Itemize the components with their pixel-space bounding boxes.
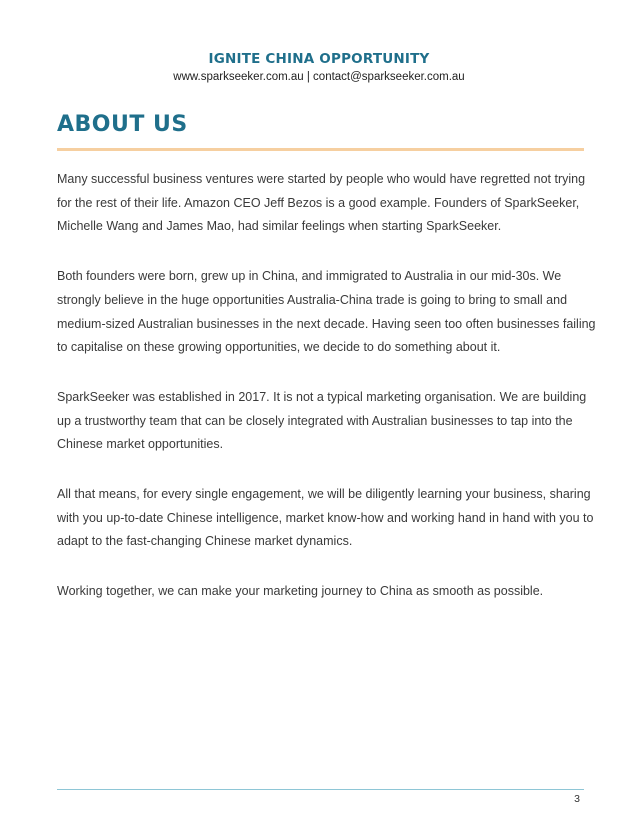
page-number: 3 [574, 793, 580, 805]
paragraph: All that means, for every single engagement, we will be diligently learning your business, sharing with you up-to-date Chinese intelligence, market know-how and working hand in hand with you to adapt to the fast-changing Chinese market dynamics. [57, 487, 594, 549]
page-header [0, 50, 638, 85]
footer-divider [57, 789, 584, 790]
title-divider [57, 148, 584, 151]
paragraph: Working together, we can make your marketing journey to China as smooth as possible. [57, 584, 544, 599]
header-contact: www.sparkseeker.com.au | contact@sparkseeker.com.au [173, 71, 465, 83]
paragraph: Both founders were born, grew up in China, and immigrated to Australia in our mid-30s. We strongly believe in the huge opportunities Australia-China trade is going to bring to small and medium-sized Australian businesses in the next decade. Having seen too often businesses failing to capitalise on these growing opportunities, we decide to do something about it. [57, 269, 596, 355]
header-title: IGNITE CHINA OPPORTUNITY [208, 51, 430, 67]
section-title: ABOUT US [57, 112, 188, 137]
paragraph: Many successful business ventures were started by people who would have regretted not trying for the rest of their life. Amazon CEO Jeff Bezos is a good example. Founders of SparkSeeker, Michelle Wang and James Mao, had similar feelings when starting SparkSeeker. [57, 172, 586, 234]
paragraph: SparkSeeker was established in 2017. It is not a typical marketing organisation. We are building up a trustworthy team that can be closely integrated with Australian businesses to tap into the Chinese market opportunities. [57, 389, 587, 452]
body-content [57, 168, 597, 604]
